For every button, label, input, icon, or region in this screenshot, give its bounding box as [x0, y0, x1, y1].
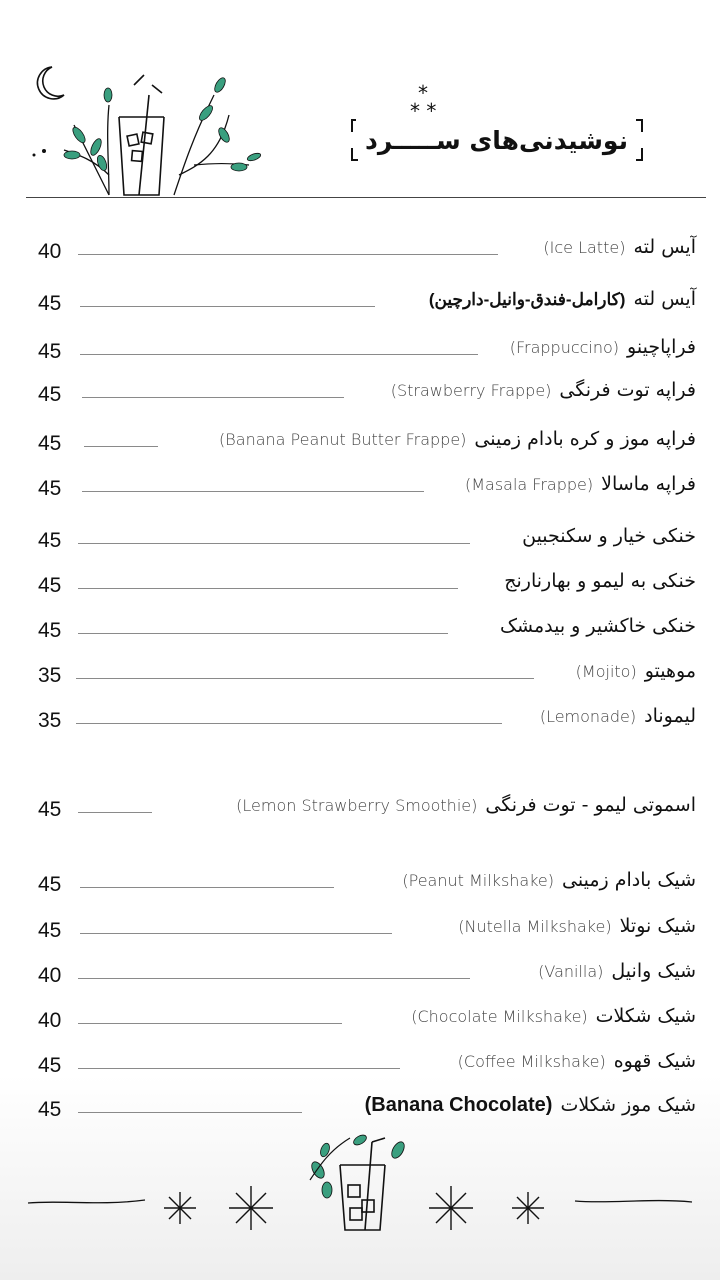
menu-item — [0, 794, 720, 824]
item-name: شیک شکلات(Chocolate Milkshake) — [411, 1005, 696, 1027]
item-price: 45 — [38, 340, 62, 363]
item-price: 45 — [38, 619, 62, 642]
item-leader-line — [82, 491, 424, 492]
item-name: اسموتی لیمو - توت فرنگی(Lemon Strawberry Smoothie) — [236, 794, 696, 816]
item-price: 45 — [38, 477, 62, 500]
menu-item — [0, 1005, 720, 1035]
item-leader-line — [76, 723, 502, 724]
item-leader-line — [80, 354, 478, 355]
item-price: 40 — [38, 240, 62, 263]
menu-item — [0, 915, 720, 945]
snowflake-icon: * * * — [410, 81, 437, 123]
iced-drink-icon — [340, 1138, 385, 1230]
menu-item — [0, 236, 720, 266]
item-leader-line — [84, 446, 158, 447]
item-leader-line — [80, 933, 392, 934]
item-leader-line — [78, 633, 448, 634]
menu-item — [0, 869, 720, 899]
item-leader-line — [80, 306, 375, 307]
item-price: 35 — [38, 664, 62, 687]
item-price: 45 — [38, 1054, 62, 1077]
item-name: خنکی خیار و سکنجبین — [522, 525, 696, 547]
menu-item — [0, 336, 720, 366]
leaf-icon — [64, 95, 249, 195]
item-name: فراپه ماسالا(Masala Frappe) — [464, 473, 696, 495]
item-leader-line — [80, 887, 334, 888]
item-price: 45 — [38, 383, 62, 406]
item-leader-line — [78, 543, 470, 544]
menu-item — [0, 705, 720, 735]
item-leader-line — [78, 1023, 342, 1024]
menu-item — [0, 473, 720, 503]
item-leader-line — [78, 254, 498, 255]
item-name: موهیتو(Mojito) — [575, 660, 696, 682]
menu-item — [0, 288, 720, 318]
item-name: شیک بادام زمینی(Peanut Milkshake) — [402, 869, 696, 891]
item-name: فراپه توت فرنگی(Strawberry Frappe) — [390, 379, 696, 401]
item-name: آیس لته(Ice Latte) — [543, 236, 696, 258]
item-name: شیک وانیل(Vanilla) — [538, 960, 696, 982]
menu-item — [0, 960, 720, 990]
item-name: خنکی خاکشیر و بیدمشک — [500, 615, 696, 637]
item-price: 45 — [38, 798, 62, 821]
item-leader-line — [78, 978, 470, 979]
item-name: شیک قهوه(Coffee Milkshake) — [457, 1050, 696, 1072]
menu-item — [0, 428, 720, 458]
menu-item — [0, 379, 720, 409]
header-illustration — [24, 55, 284, 225]
item-price: 45 — [38, 292, 62, 315]
item-price: 35 — [38, 709, 62, 732]
item-leader-line — [76, 678, 534, 679]
item-price: 45 — [38, 919, 62, 942]
menu-item — [0, 525, 720, 555]
item-price: 40 — [38, 1009, 62, 1032]
menu-item — [0, 615, 720, 645]
menu-item — [0, 660, 720, 690]
item-price: 45 — [38, 432, 62, 455]
item-name: آیس لته(کارامل-فندق-وانیل-دارچین) — [428, 288, 696, 310]
item-name: لیموناد(Lemonade) — [539, 705, 696, 727]
item-price: 45 — [38, 574, 62, 597]
item-leader-line — [82, 397, 344, 398]
item-leader-line — [78, 1068, 400, 1069]
footer-decoration — [0, 1130, 720, 1240]
item-price: 45 — [38, 873, 62, 896]
header-divider — [26, 197, 706, 198]
moon-icon — [37, 67, 64, 99]
item-price: 40 — [38, 964, 62, 987]
menu-item — [0, 570, 720, 600]
page-title: نوشیدنی‌های ســـــرد — [364, 126, 628, 155]
menu-item — [0, 1094, 720, 1124]
item-leader-line — [78, 1112, 302, 1113]
item-price: 45 — [38, 529, 62, 552]
item-price: 45 — [38, 1098, 62, 1121]
item-leader-line — [78, 588, 458, 589]
menu-item — [0, 1050, 720, 1080]
item-leader-line — [78, 812, 152, 813]
item-name: فراپاچینو(Frappuccino) — [509, 336, 696, 358]
item-name: فراپه موز و کره بادام زمینی(Banana Peanut Butter Frappe) — [219, 428, 696, 450]
item-name: شیک موز شکلات(Banana Chocolate) — [364, 1094, 696, 1116]
item-name: شیک نوتلا(Nutella Milkshake) — [458, 915, 696, 937]
iced-drink-icon — [119, 75, 164, 195]
item-name: خنکی به لیمو و بهارنارنج — [504, 570, 696, 592]
